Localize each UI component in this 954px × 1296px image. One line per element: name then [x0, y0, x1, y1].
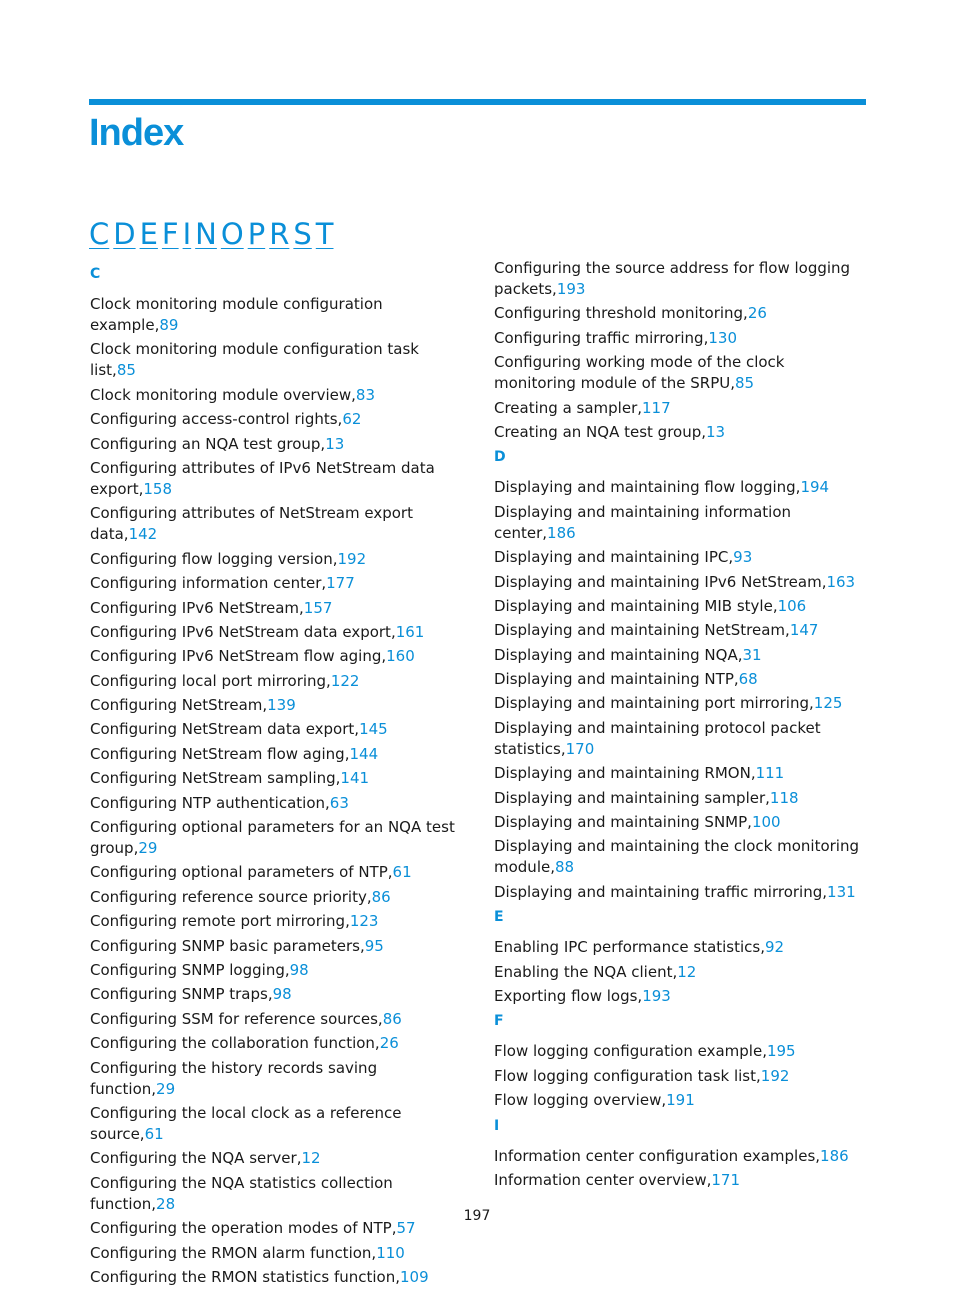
entry-text: Creating a sampler,	[494, 398, 643, 417]
entry-page-link[interactable]: 89	[159, 316, 179, 334]
index-entry	[494, 258, 866, 300]
entry-page-link[interactable]: 13	[325, 434, 345, 453]
entry-page-link[interactable]: 12	[301, 1149, 321, 1168]
index-entry	[90, 294, 462, 336]
entry-page-link[interactable]: 142	[128, 525, 158, 544]
index-entry	[90, 887, 462, 908]
entry-page-link[interactable]: 61	[392, 863, 412, 882]
entry-page-link[interactable]: 31	[742, 645, 762, 664]
entry-page-link[interactable]: 122	[330, 671, 360, 690]
index-entry	[90, 598, 462, 619]
index-column-right	[494, 258, 866, 1194]
entry-text: Exporting flow logs,	[494, 986, 643, 1005]
entry-text: Displaying and maintaining NTP,	[494, 670, 739, 689]
index-entry	[90, 622, 462, 643]
index-entry	[494, 693, 866, 714]
index-entry	[90, 646, 462, 667]
index-entry	[494, 812, 866, 833]
entry-page-link[interactable]: 161	[395, 622, 425, 641]
entry-page-link[interactable]: 63	[329, 793, 349, 812]
entry-page-link[interactable]: 123	[349, 912, 379, 931]
entry-page-link[interactable]: 26	[379, 1034, 399, 1053]
index-entry	[494, 596, 866, 617]
entry-text: Displaying and maintaining information center,	[494, 502, 792, 542]
entry-text: Configuring optional parameters for an NQA test group,	[90, 818, 455, 858]
index-entry	[90, 1009, 462, 1030]
entry-text: Configuring attributes of IPv6 NetStream data export,	[90, 458, 435, 498]
entry-text: Configuring SNMP logging,	[90, 960, 290, 979]
index-entry	[90, 911, 462, 932]
entry-text: Configuring NTP authentication,	[90, 793, 330, 812]
entry-page-link[interactable]: 111	[755, 764, 785, 783]
index-entry	[90, 434, 462, 455]
entry-page-link[interactable]: 95	[364, 936, 384, 955]
entry-page-link[interactable]: 145	[359, 720, 388, 739]
section-letter-c: C	[90, 266, 101, 282]
index-entry	[494, 788, 866, 809]
entry-text: Configuring local port mirroring,	[90, 671, 331, 690]
entry-page-link[interactable]: 29	[156, 1079, 176, 1098]
index-entry	[494, 1066, 866, 1087]
entry-page-link[interactable]: 125	[813, 694, 843, 713]
entry-text: Displaying and maintaining port mirroring,	[494, 694, 814, 713]
index-entry	[90, 573, 462, 594]
entry-text: Creating an NQA test group,	[494, 422, 707, 441]
entry-text: Configuring access-control rights,	[90, 410, 343, 429]
entry-text: Configuring traffic mirroring,	[494, 328, 709, 347]
entry-page-link[interactable]: 85	[734, 374, 755, 393]
index-column-left	[90, 263, 462, 1291]
entry-text: Configuring an NQA test group,	[90, 434, 326, 453]
index-entry	[494, 986, 866, 1007]
index-entry	[494, 836, 866, 878]
entry-page-link[interactable]: 117	[642, 398, 671, 417]
alpha-link-r[interactable]: R	[269, 217, 290, 251]
index-entry	[494, 422, 866, 443]
entry-page-link[interactable]: 57	[396, 1219, 416, 1238]
entry-page-link[interactable]: 12	[677, 962, 697, 981]
section-letter-d: D	[494, 449, 506, 466]
page-title: Index	[89, 112, 184, 154]
entry-page-link[interactable]: 92	[765, 938, 785, 957]
entry-text: Displaying and maintaining NetStream,	[494, 621, 790, 640]
entry-text: Configuring the source address for flow logging packets,	[494, 259, 851, 298]
alpha-link-o[interactable]: O	[220, 217, 244, 251]
entry-page-link[interactable]: 147	[789, 621, 819, 640]
index-entry	[90, 503, 462, 545]
entry-page-link[interactable]: 109	[399, 1267, 429, 1286]
index-entry	[90, 960, 462, 981]
entry-page-link[interactable]: 98	[272, 985, 292, 1004]
entry-text: Displaying and maintaining sampler,	[494, 788, 770, 807]
entry-page-link[interactable]: 131	[827, 882, 856, 901]
index-entry	[90, 1058, 462, 1100]
alpha-link-p[interactable]: P	[247, 217, 266, 251]
alpha-link-t[interactable]: T	[315, 217, 334, 251]
entry-page-link[interactable]: 62	[342, 410, 362, 429]
entry-page-link[interactable]: 110	[376, 1243, 405, 1262]
entry-page-link[interactable]: 163	[826, 572, 856, 591]
entry-page-link[interactable]: 177	[326, 574, 355, 593]
entry-page-link[interactable]: 171	[711, 1170, 741, 1189]
entry-page-link[interactable]: 88	[554, 858, 575, 877]
entry-text: Displaying and maintaining the clock monitoring module,	[494, 837, 859, 877]
index-entry	[494, 398, 866, 419]
entry-text: Configuring flow logging version,	[90, 549, 338, 568]
entry-text: Displaying and maintaining IPC,	[494, 548, 734, 567]
entry-text: Configuring the RMON alarm function,	[90, 1243, 377, 1262]
entry-page-link[interactable]: 118	[769, 788, 799, 807]
entry-page-link[interactable]: 13	[706, 422, 726, 441]
entry-text: Configuring NetStream,	[90, 696, 268, 715]
index-entry	[90, 458, 462, 500]
alphabet-nav	[89, 215, 338, 253]
entry-page-link[interactable]: 160	[386, 647, 415, 666]
index-entry	[90, 1148, 462, 1169]
entry-page-link[interactable]: 193	[642, 986, 671, 1005]
index-entry	[90, 984, 462, 1005]
entry-text: Configuring the history records saving function,	[90, 1058, 378, 1098]
alpha-link-f[interactable]: F	[161, 217, 179, 251]
title-rule	[89, 99, 866, 105]
entry-text: Displaying and maintaining SNMP,	[494, 813, 752, 832]
section-letter-e: E	[494, 909, 504, 926]
index-entry	[494, 352, 866, 394]
index-entry	[90, 793, 462, 814]
entry-text: Enabling the NQA client,	[494, 962, 678, 981]
entry-page-link[interactable]: 61	[144, 1124, 164, 1143]
entry-text: Information center overview,	[494, 1170, 712, 1189]
entry-page-link[interactable]: 195	[766, 1042, 796, 1061]
page-number: 197	[463, 1208, 491, 1224]
entry-text: Configuring NetStream sampling,	[90, 769, 341, 788]
alpha-link-e[interactable]: E	[139, 217, 158, 251]
entry-page-link[interactable]: 83	[355, 385, 376, 404]
entry-text: Configuring the RMON statistics function,	[90, 1267, 400, 1286]
entry-page-link[interactable]: 85	[116, 361, 136, 380]
entry-text: Clock monitoring module configuration task list,	[90, 340, 419, 380]
alpha-link-n[interactable]: N	[195, 217, 217, 251]
entry-text: Clock monitoring module configuration example,	[90, 295, 383, 334]
entry-text: Configuring threshold monitoring,	[494, 304, 748, 323]
index-entry	[494, 572, 866, 593]
index-entry	[90, 719, 462, 740]
entry-page-link[interactable]: 28	[156, 1194, 176, 1213]
index-entry	[90, 768, 462, 789]
entry-text: Configuring remote port mirroring,	[90, 912, 350, 931]
index-entry	[90, 744, 462, 765]
entry-text: Displaying and maintaining flow logging,	[494, 478, 801, 497]
index-entry	[494, 763, 866, 784]
index-entry	[494, 645, 866, 666]
index-entry	[90, 1033, 462, 1054]
entry-text: Configuring the operation modes of NTP,	[90, 1219, 397, 1238]
index-entry	[494, 718, 866, 760]
index-entry	[494, 669, 866, 690]
index-entry	[494, 328, 866, 349]
entry-text: Configuring the collaboration function,	[90, 1034, 380, 1053]
index-entry	[90, 1103, 462, 1145]
entry-page-link[interactable]: 98	[289, 960, 309, 979]
entry-text: Clock monitoring module overview,	[90, 385, 356, 404]
alpha-link-s[interactable]: S	[293, 217, 312, 251]
entry-page-link[interactable]: 192	[337, 549, 367, 568]
entry-page-link[interactable]: 186	[547, 523, 576, 542]
entry-page-link[interactable]: 139	[267, 696, 296, 715]
alpha-link-d[interactable]: D	[113, 217, 136, 251]
entry-text: Displaying and maintaining NQA,	[494, 645, 743, 664]
index-entry	[90, 549, 462, 570]
section-letter-f: F	[494, 1013, 504, 1030]
entry-page-link[interactable]: 100	[751, 813, 781, 832]
entry-page-link[interactable]: 144	[349, 744, 379, 763]
entry-page-link[interactable]: 141	[340, 769, 370, 788]
index-entry	[494, 303, 866, 324]
index-entry	[90, 409, 462, 430]
entry-text: Displaying and maintaining traffic mirroring,	[494, 882, 828, 901]
entry-text: Configuring NetStream data export,	[90, 720, 360, 739]
entry-text: Information center configuration examples,	[494, 1146, 821, 1165]
section-letter-i: I	[494, 1117, 500, 1134]
index-entry	[90, 817, 462, 859]
index-entry	[494, 1090, 866, 1111]
index-entry	[90, 385, 462, 406]
entry-page-link[interactable]: 106	[777, 596, 807, 615]
entry-page-link[interactable]: 157	[303, 598, 333, 617]
entry-text: Configuring NetStream flow aging,	[90, 744, 350, 763]
entry-text: Configuring IPv6 NetStream,	[90, 598, 304, 617]
entry-page-link[interactable]: 26	[747, 304, 767, 323]
alpha-link-c[interactable]: C	[89, 217, 110, 251]
index-entry	[90, 862, 462, 883]
index-entry	[494, 937, 866, 958]
index-entry	[494, 477, 866, 498]
entry-page-link[interactable]: 192	[760, 1066, 790, 1085]
entry-text: Configuring attributes of NetStream export data,	[90, 504, 413, 544]
entry-text: Configuring working mode of the clock monitoring module of the SRPU,	[494, 353, 785, 393]
entry-text: Configuring reference source priority,	[90, 887, 372, 906]
entry-page-link[interactable]: 86	[382, 1009, 402, 1028]
entry-text: Configuring information center,	[90, 574, 327, 593]
entry-text: Flow logging overview,	[494, 1091, 667, 1110]
index-entry	[494, 547, 866, 568]
entry-text: Configuring IPv6 NetStream data export,	[90, 622, 396, 641]
index-entry	[90, 936, 462, 957]
entry-text: Configuring the NQA statistics collection function,	[90, 1173, 393, 1213]
index-entry	[494, 962, 866, 983]
entry-text: Configuring SSM for reference sources,	[90, 1009, 383, 1028]
entry-text: Configuring SNMP basic parameters,	[90, 936, 365, 955]
entry-text: Displaying and maintaining RMON,	[494, 764, 756, 783]
index-entry	[494, 502, 866, 544]
index-entry	[90, 1267, 462, 1288]
index-entry	[90, 695, 462, 716]
entry-page-link[interactable]: 158	[143, 479, 172, 498]
entry-page-link[interactable]: 186	[820, 1146, 849, 1165]
entry-page-link[interactable]: 193	[556, 280, 586, 298]
entry-page-link[interactable]: 170	[565, 739, 595, 758]
entry-page-link[interactable]: 130	[708, 328, 737, 347]
index-entry	[494, 1146, 866, 1167]
entry-page-link[interactable]: 68	[738, 670, 758, 689]
entry-page-link[interactable]: 86	[371, 887, 391, 906]
entry-text: Configuring the local clock as a reference source,	[90, 1103, 402, 1143]
entry-text: Configuring SNMP traps,	[90, 985, 273, 1004]
entry-page-link[interactable]: 29	[138, 839, 158, 858]
entry-text: Configuring optional parameters of NTP,	[90, 863, 393, 882]
entry-text: Configuring the NQA server,	[90, 1149, 302, 1168]
index-entry	[90, 671, 462, 692]
alpha-link-i[interactable]: I	[182, 217, 192, 251]
entry-text: Flow logging configuration task list,	[494, 1066, 761, 1085]
entry-page-link[interactable]: 194	[800, 478, 830, 497]
index-entry	[494, 882, 866, 903]
index-entry	[494, 1041, 866, 1062]
entry-page-link[interactable]: 191	[666, 1091, 695, 1110]
entry-text: Displaying and maintaining IPv6 NetStream,	[494, 572, 827, 591]
entry-text: Configuring IPv6 NetStream flow aging,	[90, 647, 387, 666]
entry-text: Displaying and maintaining protocol packet statistics,	[494, 718, 821, 758]
index-entry	[90, 339, 462, 381]
index-entry	[494, 1170, 866, 1191]
entry-text: Flow logging configuration example,	[494, 1042, 767, 1061]
index-entry	[494, 620, 866, 641]
entry-text: Displaying and maintaining MIB style,	[494, 596, 778, 615]
entry-page-link[interactable]: 93	[733, 548, 753, 567]
entry-text: Enabling IPC performance statistics,	[494, 938, 766, 957]
index-entry	[90, 1243, 462, 1264]
